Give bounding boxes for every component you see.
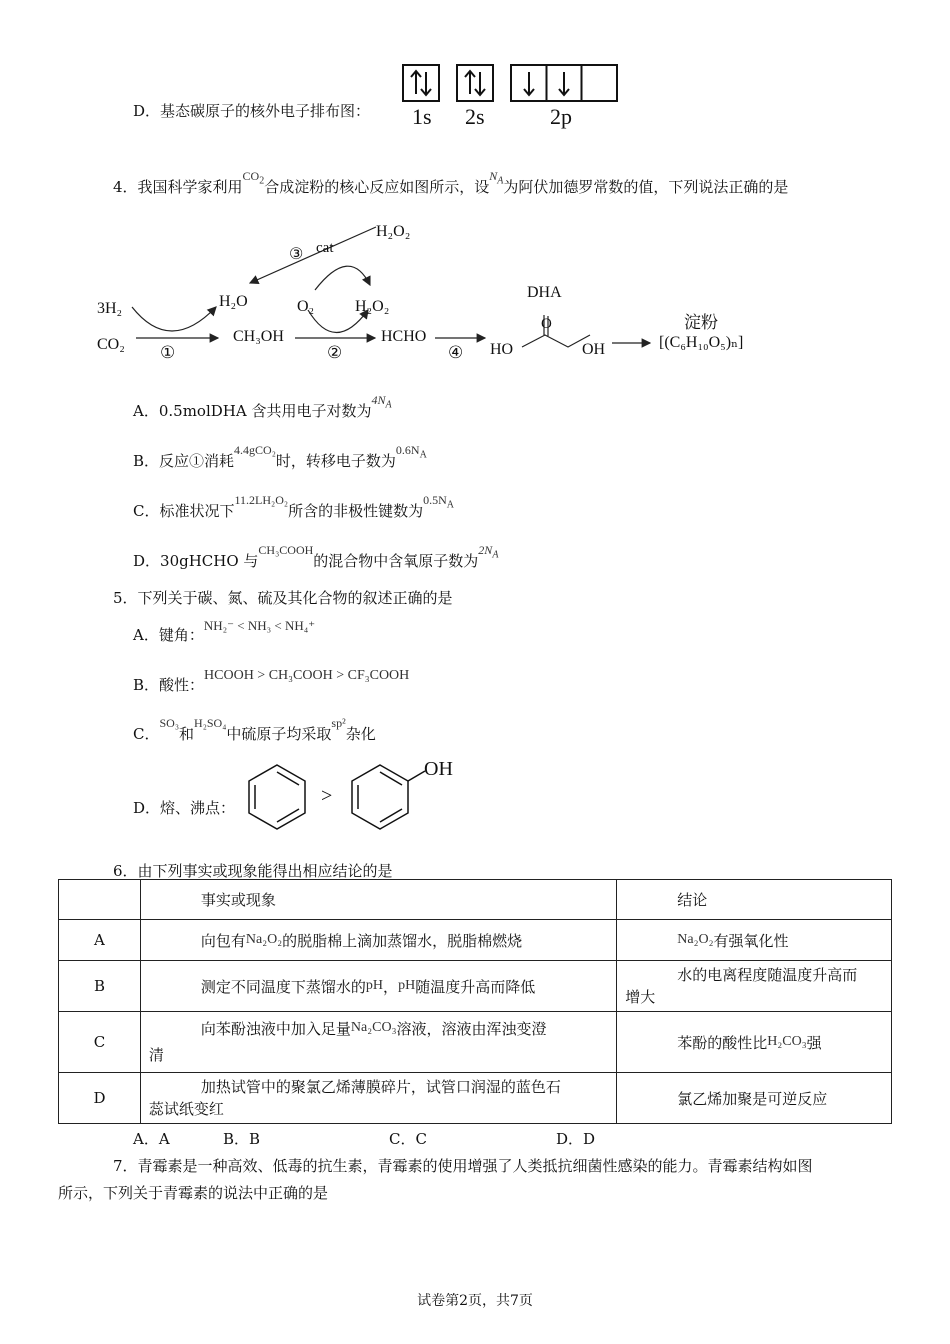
orbital-box-1s xyxy=(402,64,440,102)
q4c-math2: 0.5NA xyxy=(423,493,454,511)
header-fact: 事实或现象 xyxy=(140,880,616,920)
q7-stem-line2: 所示，下列关于青霉素的说法中正确的是 xyxy=(58,1184,329,1202)
cat-label: cat xyxy=(316,240,334,256)
q5c-sp2: sp² xyxy=(331,716,346,730)
q6-choice-c: C．C xyxy=(389,1130,427,1148)
benzene-ring xyxy=(249,765,305,829)
q4d-math: CH₃COOH xyxy=(258,543,314,557)
q6-choice-d: D．D xyxy=(556,1130,596,1148)
page-footer: 试卷第2页，共7页 xyxy=(417,1293,533,1309)
h2o-label: H₂O xyxy=(219,293,248,310)
q6-stem: 6．由下列事实或现象能得出相应结论的是 xyxy=(113,862,393,880)
dha-ho: HO xyxy=(490,341,514,358)
dha-oh: OH xyxy=(582,341,606,358)
q4-option-b: B．反应①消耗$^{4.4gCO_2}$时，转移电子数为$^{0.6N_A}$ xyxy=(133,443,427,470)
q6-choice-a: A．A xyxy=(133,1130,170,1148)
q3-option-d-label: D．基态碳原子的核外电子排布图： xyxy=(133,102,371,120)
q5c-h2so4: H₂SO₄ xyxy=(194,716,227,730)
q4-option-c: C．标准状况下$^{11.2LH_2O_2}$所含的非极性键数为$^{0.5N_A}$ xyxy=(133,493,454,520)
starch-label: 淀粉 xyxy=(684,313,718,333)
o2-label: O₂ xyxy=(297,298,315,315)
q5a-math: NH₂⁻ < NH₃ < NH₄⁺ xyxy=(203,618,316,633)
step2-label: ② xyxy=(327,343,343,362)
dha-label: DHA xyxy=(527,284,562,301)
table-header-row xyxy=(59,880,892,920)
q4-option-d: D．30gHCHO 与$^{CH_3COOH}$的混合物中含氧原子数为$^{2N_A}$ xyxy=(133,543,499,570)
q5b-math: HCOOH > CH₃COOH > CF₃COOH xyxy=(204,668,410,683)
ch3oh-label: CH₃OH xyxy=(233,328,284,345)
na-symbol: NA xyxy=(489,169,504,187)
q5d-gt: > xyxy=(321,785,333,807)
co2-formula: CO2 xyxy=(242,169,265,187)
h2-label: 3H₂ xyxy=(97,300,123,317)
q5-option-b: B．酸性：HCOOH > CH₃COOH > CF₃COOH xyxy=(133,668,410,694)
q6-choice-b: B．B xyxy=(223,1130,261,1148)
h2o2-top: H₂O₂ xyxy=(376,223,411,240)
table-row: C 向苯酚浊液中加入足量Na₂CO₃溶液，溶液由浑浊变澄 清 苯酚的酸性比H₂CO₃强 xyxy=(59,1012,892,1073)
q5-option-c: C．$^{SO_3}$和$^{H_2SO_4}$中硫原子均采取$^{sp^2}$杂化 xyxy=(133,716,376,743)
co2-label: CO₂ xyxy=(97,336,125,353)
q5-option-a: A．键角：NH₂⁻ < NH₃ < NH₄⁺ xyxy=(133,618,316,644)
orbital-label-2s: 2s xyxy=(465,104,485,129)
q4d-math2: 2NA xyxy=(478,543,499,561)
table-row: A 向包有Na₂O₂的脱脂棉上滴加蒸馏水，脱脂棉燃烧 Na₂O₂有强氧化性 xyxy=(59,920,892,961)
q4c-math: 11.2LH₂O₂ xyxy=(234,493,289,507)
q4-option-a: A．0.5molDHA 含共用电子对数为$^{4N_A}$ xyxy=(133,393,392,420)
q7-stem-line1: 7．青霉素是一种高效、低毒的抗生素，青霉素的使用增强了人类抵抗细菌性感染的能力。青霉素结构如图 xyxy=(113,1157,813,1175)
q4b-math: 4.4gCO₂ xyxy=(234,443,276,457)
orbital-label-1s: 1s xyxy=(412,104,432,129)
step4-label: ④ xyxy=(448,343,464,362)
h2o2-mid: H₂O₂ xyxy=(355,298,390,315)
orbital-box-2p xyxy=(510,64,618,102)
dha-carbonyl-o: O xyxy=(541,316,552,332)
q5d-oh: OH xyxy=(424,758,453,780)
hcho-label: HCHO xyxy=(381,328,427,345)
phenol-ring xyxy=(352,765,425,829)
table-row: B 测定不同温度下蒸馏水的pH，pH随温度升高而降低 水的电离程度随温度升高而 增大 xyxy=(59,961,892,1012)
orbital-label-2p: 2p xyxy=(550,104,572,129)
header-conclusion: 结论 xyxy=(617,880,892,920)
step1-label: ① xyxy=(160,343,176,362)
q5-stem: 5．下列关于碳、氮、硫及其化合物的叙述正确的是 xyxy=(113,589,453,607)
q4a-math: 4NA xyxy=(371,393,392,411)
q4b-math2: 0.6NA xyxy=(395,443,427,461)
q4-stem: 4．我国科学家利用$^{CO_2}$合成淀粉的核心反应如图所示，设$^{N_A}$为阿伏加德罗常数的值，下列说法正确的是 xyxy=(113,169,789,196)
orbital-box-2s xyxy=(456,64,494,102)
step3-label: ③ xyxy=(289,246,304,263)
q5-option-d-label: D．熔、沸点： xyxy=(133,799,236,817)
q5c-so3: SO₃ xyxy=(159,716,180,730)
starch-formula: [(C₆H₁₀O₅)ₙ] xyxy=(659,334,744,351)
table-row: D 加热试管中的聚氯乙烯薄膜碎片，试管口润湿的蓝色石 蕊试纸变红 氯乙烯加聚是可逆反应 xyxy=(59,1073,892,1124)
q6-table xyxy=(58,879,892,1124)
